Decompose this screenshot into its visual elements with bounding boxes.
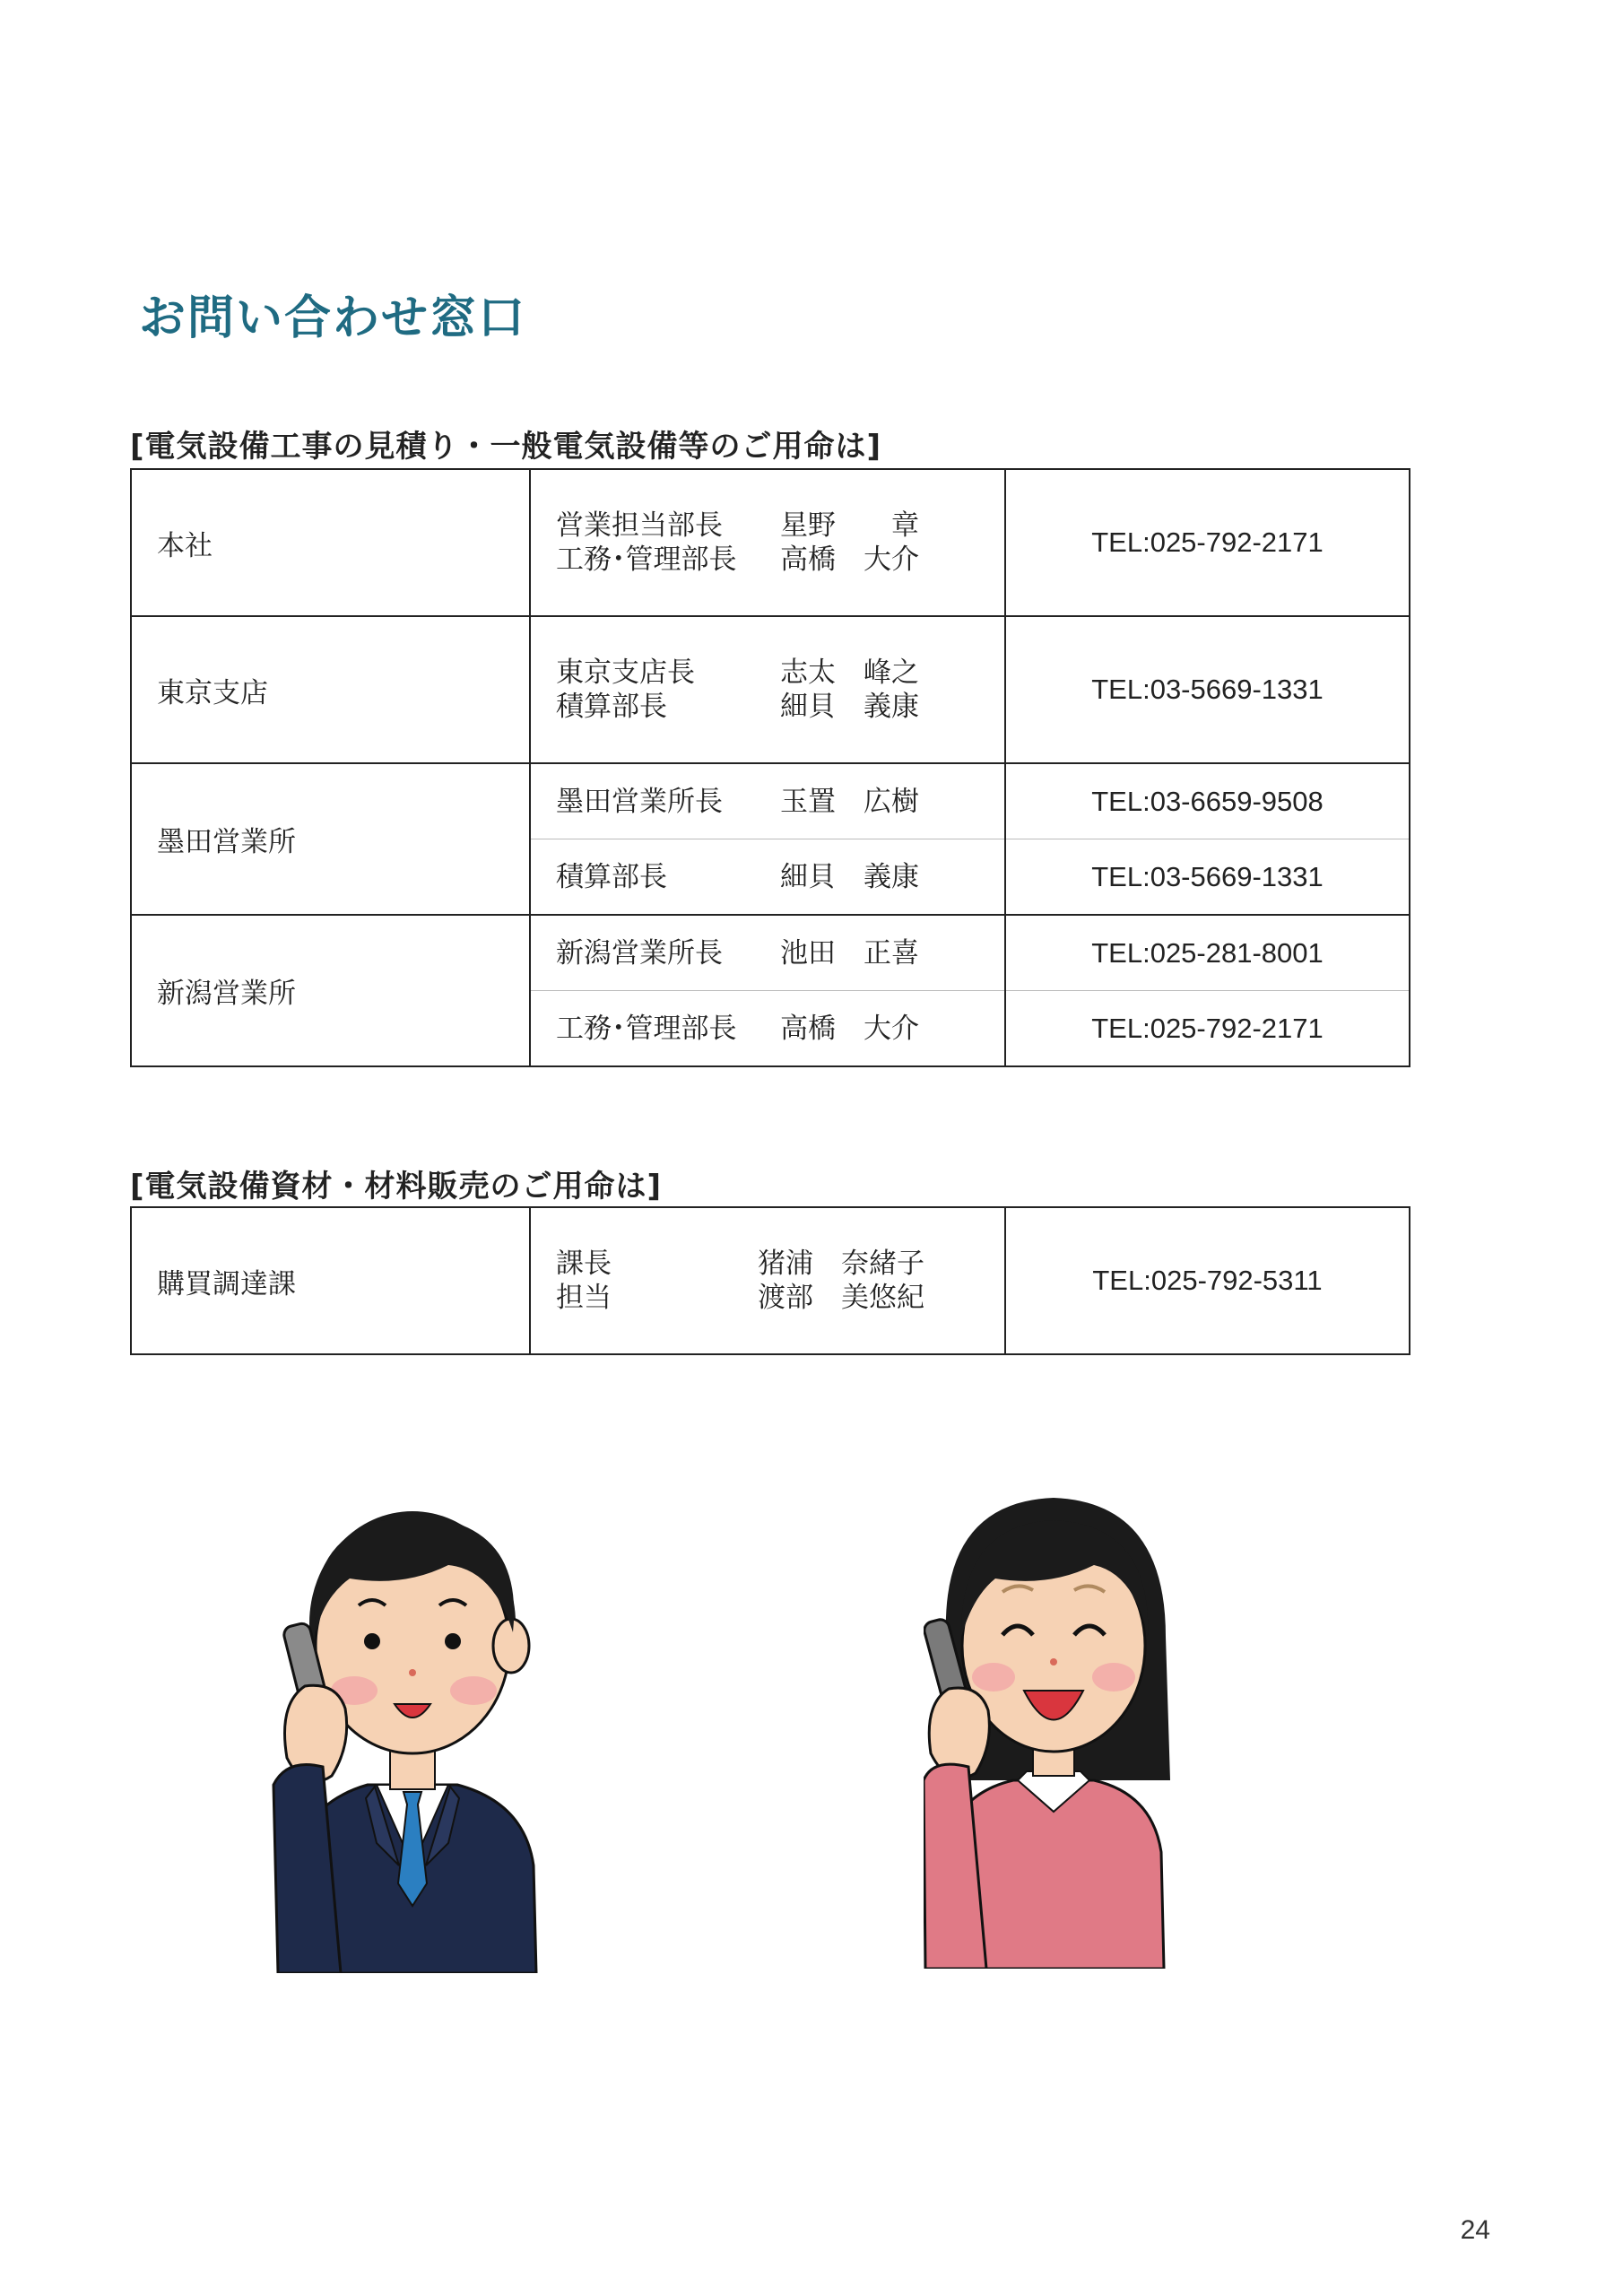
staff-role: 積算部長 <box>556 860 667 893</box>
staff-role: 担当 <box>556 1282 612 1314</box>
staff-name: 猪浦 奈緒子 <box>758 1248 924 1280</box>
office-cell: 本社 <box>131 469 530 616</box>
office-cell: 東京支店 <box>131 616 530 763</box>
staff-name: 高橋 大介 <box>780 544 919 576</box>
staff-role: 工務･管理部長 <box>556 1012 737 1045</box>
staff-cell <box>530 1207 1005 1354</box>
contact-table-construction <box>130 468 1410 1067</box>
staff-cell <box>530 991 1005 1067</box>
page-title: お問い合わせ窓口 <box>139 291 527 345</box>
staff-name: 池田 正喜 <box>780 936 919 970</box>
tel-cell: TEL:025-792-2171 <box>1005 991 1410 1067</box>
staff-name: 志太 峰之 <box>780 657 919 689</box>
section-heading-construction: [電気設備工事の見積り・一般電気設備等のご用命は] <box>130 429 882 465</box>
tel-cell: TEL:03-6659-9508 <box>1005 763 1410 839</box>
staff-cell <box>530 763 1005 839</box>
office-cell: 購買調達課 <box>131 1207 530 1354</box>
staff-cell <box>530 616 1005 763</box>
staff-name: 玉置 広樹 <box>780 785 919 818</box>
tel-cell: TEL:025-792-2171 <box>1005 469 1410 616</box>
staff-role: 墨田営業所長 <box>556 785 723 818</box>
tel-cell: TEL:03-5669-1331 <box>1005 616 1410 763</box>
staff-cell <box>530 915 1005 991</box>
table-row <box>131 915 1410 991</box>
businesswoman-on-phone-illustration <box>924 1484 1184 1969</box>
staff-role: 東京支店長 <box>556 657 695 689</box>
section-heading-materials: [電気設備資材・材料販売のご用命は] <box>130 1169 663 1205</box>
staff-role: 営業担当部長 <box>556 509 723 542</box>
staff-role: 積算部長 <box>556 691 667 723</box>
page-number: 24 <box>1460 2215 1490 2245</box>
staff-cell <box>530 469 1005 616</box>
staff-role: 新潟営業所長 <box>556 936 723 970</box>
office-cell: 新潟営業所 <box>131 915 530 1066</box>
table-row <box>131 616 1410 763</box>
tel-cell: TEL:025-281-8001 <box>1005 915 1410 991</box>
businessman-on-phone-illustration <box>269 1489 556 1973</box>
staff-name: 星野 章 <box>780 509 919 542</box>
staff-name: 渡部 美悠紀 <box>758 1282 924 1314</box>
table-row <box>131 469 1410 616</box>
tel-cell: TEL:025-792-5311 <box>1005 1207 1410 1354</box>
table-row <box>131 1207 1410 1354</box>
staff-name: 細貝 義康 <box>780 691 919 723</box>
contact-table-materials <box>130 1206 1410 1355</box>
office-cell: 墨田営業所 <box>131 763 530 915</box>
table-row <box>131 763 1410 839</box>
staff-role: 課長 <box>556 1248 612 1280</box>
staff-cell <box>530 839 1005 916</box>
staff-name: 高橋 大介 <box>780 1012 919 1045</box>
staff-name: 細貝 義康 <box>780 860 919 893</box>
tel-cell: TEL:03-5669-1331 <box>1005 839 1410 916</box>
staff-role: 工務･管理部長 <box>556 544 737 576</box>
